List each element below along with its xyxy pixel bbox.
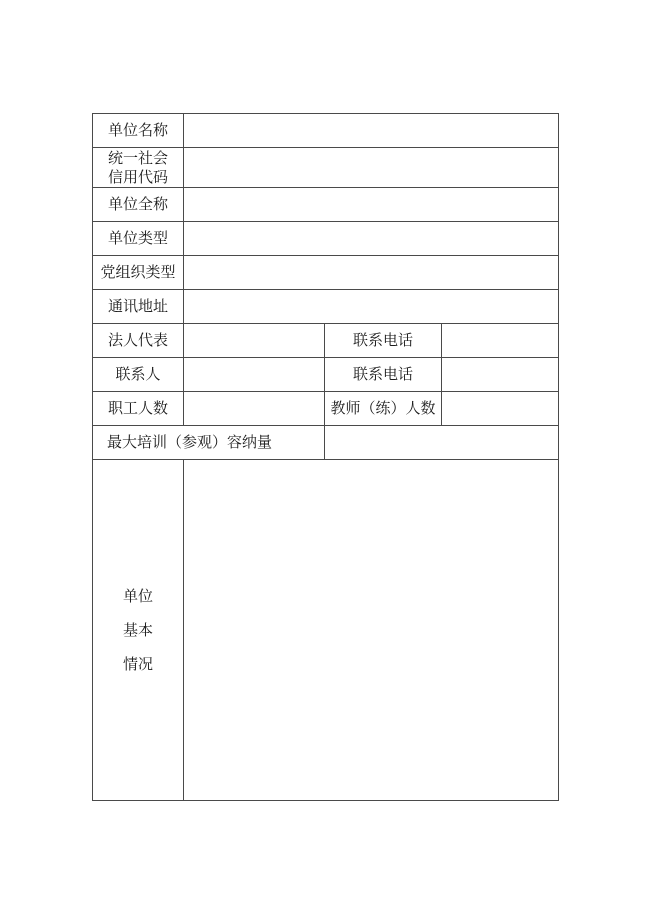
row-party-org-type xyxy=(93,256,559,290)
trainer-count-field[interactable] xyxy=(442,392,559,426)
legal-rep-phone-field[interactable] xyxy=(442,324,559,358)
unit-type-label: 单位类型 xyxy=(93,222,184,256)
row-basic-info xyxy=(93,460,559,801)
credit-code-label-line2: 信用代码 xyxy=(107,167,168,186)
legal-rep-field[interactable] xyxy=(184,324,325,358)
row-staff-count xyxy=(93,392,559,426)
basic-info-label xyxy=(93,460,184,801)
contact-phone-label: 联系电话 xyxy=(325,358,442,392)
row-unit-full-name xyxy=(93,188,559,222)
unit-full-name-field[interactable] xyxy=(184,188,559,222)
credit-code-label xyxy=(93,148,184,188)
row-contact-person xyxy=(93,358,559,392)
basic-info-label-line1: 单位 xyxy=(122,587,153,605)
max-capacity-field[interactable] xyxy=(325,426,559,460)
row-unit-type xyxy=(93,222,559,256)
max-capacity-label: 最大培训（参观）容纳量 xyxy=(93,426,325,460)
contact-person-field[interactable] xyxy=(184,358,325,392)
address-field[interactable] xyxy=(184,290,559,324)
address-label: 通讯地址 xyxy=(93,290,184,324)
staff-count-field[interactable] xyxy=(184,392,325,426)
row-address xyxy=(93,290,559,324)
basic-info-label-line3: 情况 xyxy=(122,655,153,673)
trainer-count-label: 教师（练）人数 xyxy=(325,392,442,426)
credit-code-label-line1: 统一社会 xyxy=(107,148,168,167)
contact-phone-field[interactable] xyxy=(442,358,559,392)
party-org-type-field[interactable] xyxy=(184,256,559,290)
unit-type-field[interactable] xyxy=(184,222,559,256)
basic-info-label-line2: 基本 xyxy=(122,621,153,639)
legal-rep-label: 法人代表 xyxy=(93,324,184,358)
unit-name-field[interactable] xyxy=(184,114,559,148)
party-org-type-label: 党组织类型 xyxy=(93,256,184,290)
row-credit-code xyxy=(93,148,559,188)
row-max-capacity xyxy=(93,426,559,460)
unit-full-name-label: 单位全称 xyxy=(93,188,184,222)
staff-count-label: 职工人数 xyxy=(93,392,184,426)
legal-rep-phone-label: 联系电话 xyxy=(325,324,442,358)
credit-code-field[interactable] xyxy=(184,148,559,188)
unit-name-label: 单位名称 xyxy=(93,114,184,148)
registration-form-table xyxy=(92,113,559,801)
row-legal-rep xyxy=(93,324,559,358)
row-unit-name xyxy=(93,114,559,148)
contact-person-label: 联系人 xyxy=(93,358,184,392)
basic-info-field[interactable] xyxy=(184,460,559,801)
